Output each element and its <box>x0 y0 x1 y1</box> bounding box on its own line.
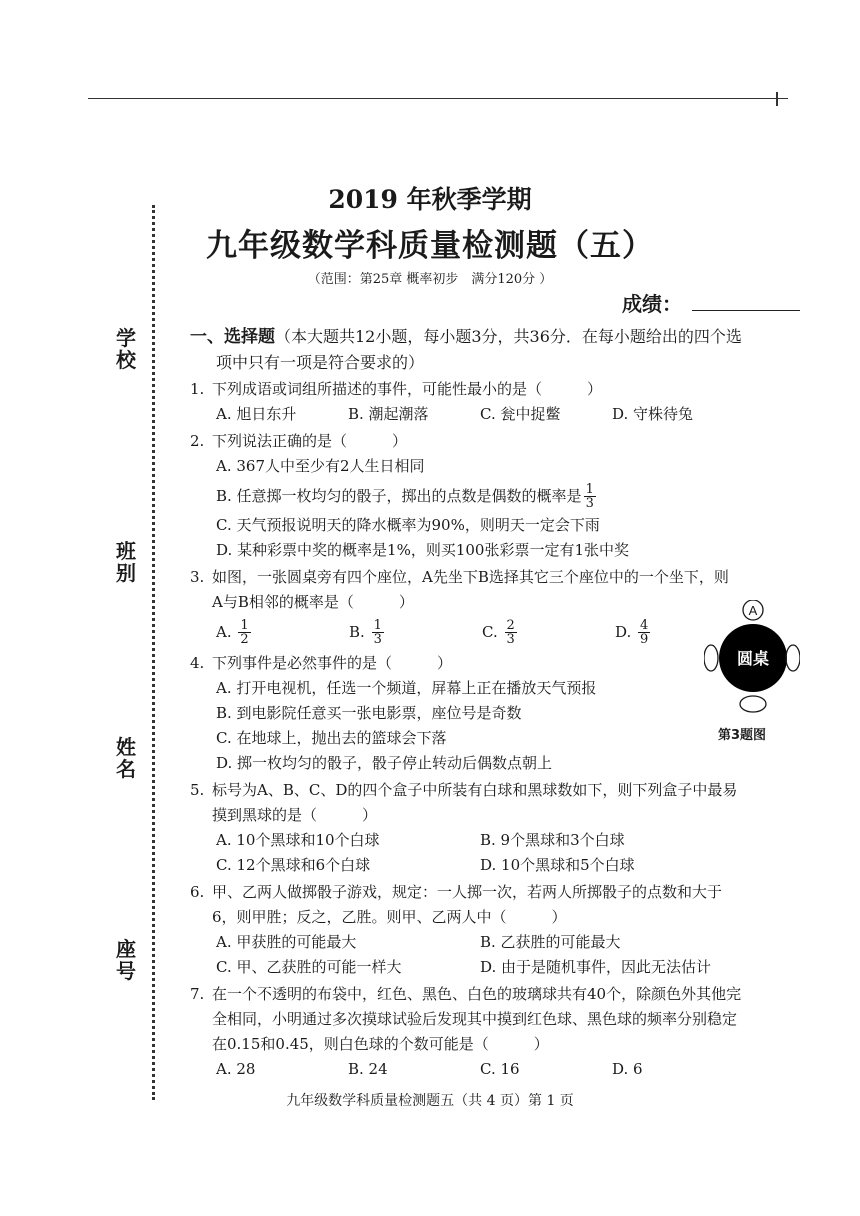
option-c: C. 12个黑球和6个白球 <box>216 856 371 874</box>
option-a: A. 28 <box>216 1060 256 1078</box>
fraction-denominator: 3 <box>585 495 594 511</box>
question-number: 4. <box>190 654 205 672</box>
seat-left <box>704 645 718 671</box>
option-label: C. <box>482 622 498 641</box>
fraction-numerator: 1 <box>585 481 594 497</box>
fraction <box>638 619 650 646</box>
side-label-seat-1: 座 <box>116 937 136 961</box>
side-label-seat-2: 号 <box>116 959 136 983</box>
question-number: 6. <box>190 883 205 901</box>
option-b: B. 潮起潮落 <box>348 405 429 423</box>
question-7 <box>190 982 810 1082</box>
option-a: A. 367人中至少有2人生日相同 <box>216 457 425 475</box>
option-c: C. 在地球上，抛出去的篮球会下落 <box>216 729 447 747</box>
side-label-name-2: 名 <box>116 757 136 781</box>
page-footer: 九年级数学科质量检测题五（共 4 页）第 1 页 <box>286 1093 574 1109</box>
question-2 <box>190 429 810 563</box>
question-number: 1. <box>190 380 205 398</box>
question-number: 2. <box>190 432 205 450</box>
question-stem-cont: A与B相邻的概率是（ ） <box>212 593 414 611</box>
question-number: 7. <box>190 985 205 1003</box>
question-stem: 在一个不透明的布袋中，红色、黑色、白色的玻璃球共有40个，除颜色外其他完 <box>212 985 742 1003</box>
option-d: D. 由于是随机事件，因此无法估计 <box>480 958 712 976</box>
side-label-name-1: 姓 <box>116 735 136 759</box>
seat-bottom <box>740 696 766 712</box>
top-corner-mark <box>776 92 778 106</box>
fraction-denominator: 3 <box>506 631 515 647</box>
fraction-numerator: 1 <box>373 617 382 633</box>
question-stem-cont: 摸到黑球的是（ ） <box>212 806 378 824</box>
section-title: 一、选择题 <box>190 327 275 347</box>
question-5 <box>190 778 810 878</box>
option-c: C. 16 <box>480 1060 520 1078</box>
option-a: A. 打开电视机，任选一个频道，屏幕上正在播放天气预报 <box>216 679 597 697</box>
figure-caption: 第3题图 <box>718 728 767 743</box>
option-d: D. 6 <box>612 1060 643 1078</box>
question-number: 5. <box>190 781 205 799</box>
score-blank[interactable] <box>692 310 800 311</box>
question-stem-cont: 全相同，小明通过多次摸球试验后发现其中摸到红色球、黑色球的频率分别稳定 <box>212 1010 738 1028</box>
fraction <box>505 619 517 646</box>
fraction-denominator: 3 <box>373 631 382 647</box>
option-c <box>482 619 615 646</box>
table-label: 圆桌 <box>736 649 770 668</box>
option-b <box>349 619 482 646</box>
question-stem: 下列说法正确的是（ ） <box>212 432 408 450</box>
option-b: B. 乙获胜的可能最大 <box>480 933 621 951</box>
question-stem: 下列事件是必然事件的是（ ） <box>212 654 453 672</box>
question-6 <box>190 880 810 980</box>
option-b: B. 9个黑球和3个白球 <box>480 831 625 849</box>
question-stem: 甲、乙两人做掷骰子游戏，规定：一人掷一次，若两人所掷骰子的点数和大于 <box>212 883 723 901</box>
section-instructions: （本大题共12小题，每小题3分，共36分．在每小题给出的四个选 <box>275 327 742 346</box>
option-a: A. 旭日东升 <box>216 405 297 423</box>
option-d: D. 10个黑球和5个白球 <box>480 856 635 874</box>
section-heading <box>190 324 810 375</box>
section-instructions-cont: 项中只有一项是符合要求的） <box>216 353 425 372</box>
exam-title-main: 九年级数学科质量检测题（五） <box>206 228 654 264</box>
fraction-denominator: 2 <box>240 631 249 647</box>
question-stem: 如图，一张圆桌旁有四个座位，A先坐下B选择其它三个座位中的一个坐下，则 <box>212 568 729 586</box>
fraction-numerator: 1 <box>240 617 249 633</box>
seat-a-label: A <box>748 603 758 618</box>
option-a <box>216 619 349 646</box>
option-b: B. 到电影院任意买一张电影票，座位号是奇数 <box>216 704 522 722</box>
question-stem-cont: 6，则甲胜；反之，乙胜。则甲、乙两人中（ ） <box>212 908 567 926</box>
score-label: 成绩： <box>622 292 682 316</box>
side-label-school-1: 学 <box>116 326 136 350</box>
option-a: A. 甲获胜的可能最大 <box>216 933 357 951</box>
option-d: D. 某种彩票中奖的概率是1%，则买100张彩票一定有1张中奖 <box>216 541 630 559</box>
question-1 <box>190 377 810 427</box>
fraction-denominator: 9 <box>640 631 649 647</box>
question-stem: 标号为A、B、C、D的四个盒子中所装有白球和黑球数如下，则下列盒子中最易 <box>212 781 738 799</box>
fraction-numerator: 4 <box>640 617 649 633</box>
option-d: D. 掷一枚均匀的骰子，骰子停止转动后偶数点朝上 <box>216 754 553 772</box>
fraction <box>238 619 250 646</box>
exam-scope: （范围：第25章 概率初步 满分120分 ） <box>307 272 553 287</box>
option-c: C. 天气预报说明天的降水概率为90%，则明天一定会下雨 <box>216 516 600 534</box>
top-rule <box>88 98 788 99</box>
option-c: C. 甲、乙获胜的可能一样大 <box>216 958 402 976</box>
binding-dotted-line <box>152 205 155 1100</box>
fraction <box>584 483 596 510</box>
option-b-text: B. 任意掷一枚均匀的骰子，掷出的点数是偶数的概率是 <box>216 486 582 505</box>
option-b <box>190 479 810 513</box>
option-label: A. <box>216 622 232 641</box>
option-d <box>615 619 695 646</box>
exam-title-term: 2019 年秋季学期 <box>328 185 532 214</box>
question-stem-cont: 在0.15和0.45，则白色球的个数可能是（ ） <box>212 1035 549 1053</box>
option-label: D. <box>615 622 632 641</box>
seat-right <box>786 645 800 671</box>
option-a: A. 10个黑球和10个白球 <box>216 831 380 849</box>
option-c: C. 瓮中捉鳖 <box>480 405 561 423</box>
question-number: 3. <box>190 568 205 586</box>
option-label: B. <box>349 622 365 641</box>
side-label-class-2: 别 <box>116 561 136 585</box>
question-stem: 下列成语或词组所描述的事件，可能性最小的是（ ） <box>212 380 603 398</box>
option-d: D. 守株待兔 <box>612 405 694 423</box>
option-b: B. 24 <box>348 1060 388 1078</box>
side-label-class-1: 班 <box>116 539 136 563</box>
side-label-school-2: 校 <box>116 348 136 372</box>
fraction <box>372 619 384 646</box>
fraction-numerator: 2 <box>506 617 515 633</box>
